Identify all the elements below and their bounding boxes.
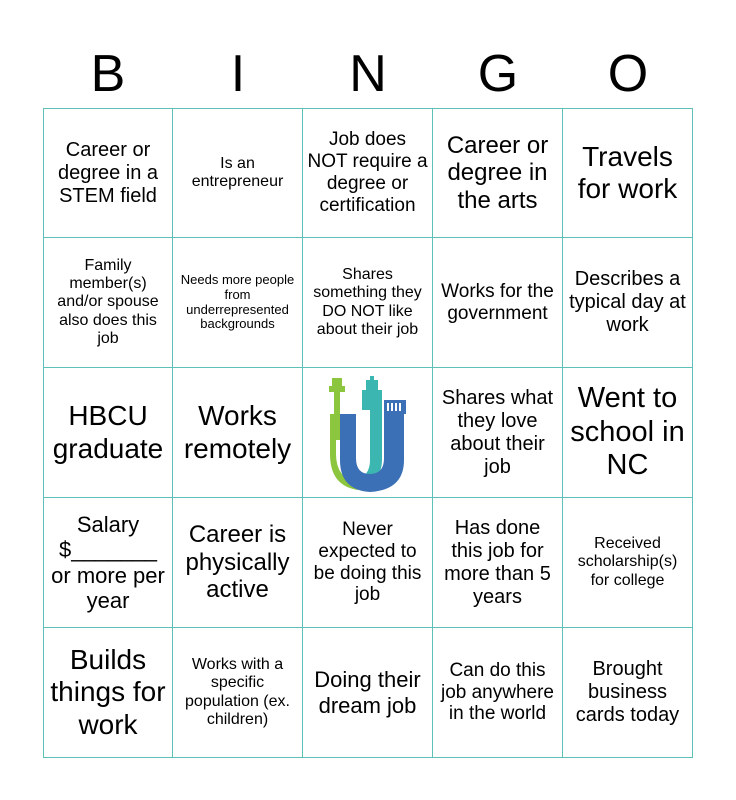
bingo-cell[interactable]: Builds things for work — [43, 628, 173, 758]
u-logo-icon — [326, 374, 410, 492]
bingo-cell[interactable]: Job does NOT require a degree or certification — [303, 108, 433, 238]
bingo-cell[interactable]: Describes a typical day at work — [563, 238, 693, 368]
bingo-cell[interactable]: Works for the government — [433, 238, 563, 368]
bingo-header — [43, 40, 693, 108]
bingo-cell[interactable]: Career or degree in a STEM field — [43, 108, 173, 238]
bingo-cell[interactable]: Works with a specific population (ex. children) — [173, 628, 303, 758]
bingo-cell[interactable]: Shares what they love about their job — [433, 368, 563, 498]
bingo-cell[interactable]: Brought business cards today — [563, 628, 693, 758]
header-letter-b: B — [90, 45, 126, 103]
header-letter-g: G — [477, 45, 519, 103]
bingo-cell[interactable]: Family member(s) and/or spouse also does this job — [43, 238, 173, 368]
bingo-cell[interactable]: HBCU graduate — [43, 368, 173, 498]
free-space-cell[interactable] — [303, 368, 433, 498]
bingo-cell[interactable]: Salary $_______ or more per year — [43, 498, 173, 628]
bingo-cell[interactable]: Is an entrepreneur — [173, 108, 303, 238]
header-letter-o: O — [607, 45, 649, 103]
bingo-cell[interactable]: Can do this job anywhere in the world — [433, 628, 563, 758]
bingo-cell[interactable]: Has done this job for more than 5 years — [433, 498, 563, 628]
bingo-cell[interactable]: Career or degree in the arts — [433, 108, 563, 238]
bingo-grid — [43, 108, 693, 758]
bingo-cell[interactable]: Went to school in NC — [563, 368, 693, 498]
bingo-cell[interactable]: Works remotely — [173, 368, 303, 498]
bingo-cell[interactable]: Received scholarship(s) for college — [563, 498, 693, 628]
header-letter-i: I — [230, 45, 246, 103]
bingo-cell[interactable]: Never expected to be doing this job — [303, 498, 433, 628]
bingo-cell[interactable]: Needs more people from underrepresented backgrounds — [173, 238, 303, 368]
bingo-cell[interactable]: Career is physically active — [173, 498, 303, 628]
bingo-cell[interactable]: Doing their dream job — [303, 628, 433, 758]
bingo-cell[interactable]: Travels for work — [563, 108, 693, 238]
header-letter-n: N — [349, 45, 387, 103]
bingo-cell[interactable]: Shares something they DO NOT like about their job — [303, 238, 433, 368]
